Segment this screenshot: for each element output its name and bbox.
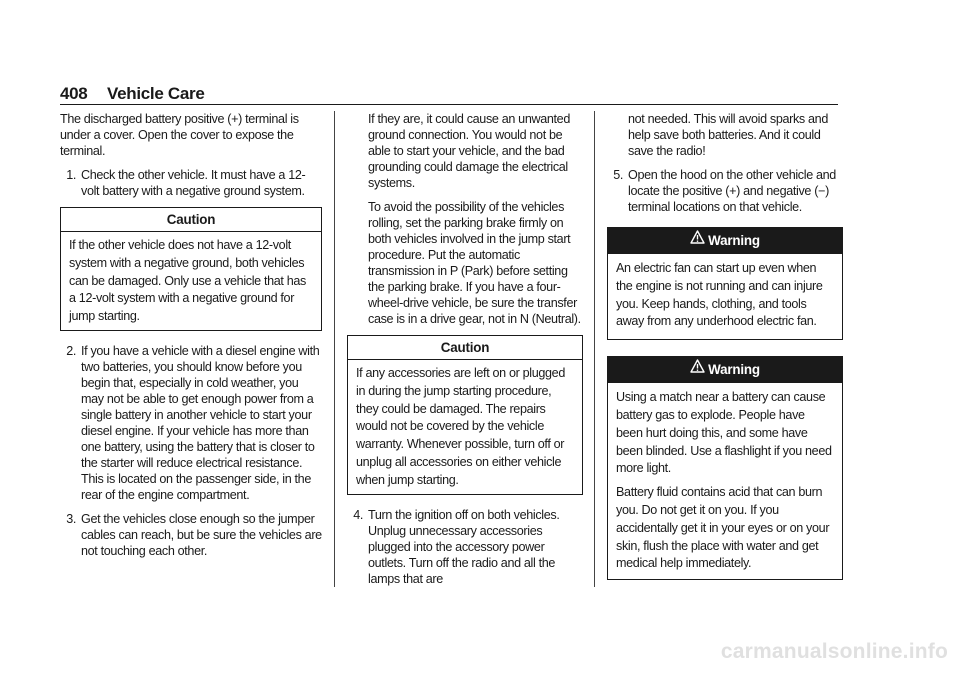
intro-paragraph: The discharged battery positive (+) terminal is under a cover. Open the cover to expose the terminal. [60,112,299,158]
step-4 [347,507,583,587]
step-2 [60,343,322,503]
step-number: 4. [353,507,363,522]
warning-header [608,357,842,383]
step-number: 1. [66,168,76,182]
step-text: Turn the ignition off on both vehicles. Unplug unnecessary accessories plugged into the accessory power outlets. Turn off the radio and all the lamps that are [368,507,560,586]
column-divider [594,111,595,587]
page-number: 408 [60,84,88,103]
warning-header [608,228,842,254]
page-header [60,84,838,105]
caution-box [60,207,322,331]
step-text: Check the other vehicle. It must have a 12-volt battery with a negative ground system. [81,168,306,198]
warning-box [607,227,843,340]
warning-triangle-icon [690,356,705,382]
column-left [60,111,322,567]
step-3-continued: To avoid the possibility of the vehicles rolling, set the parking brake firmly on both vehicles involved in the jump start procedure. Put the automatic transmission in P (Park) before setting the parking brake. If you have a four-wheel-drive vehicle, be sure the transfer case is in a drive gear, not in N (Neutral). [368,200,581,326]
warning-paragraph: Battery fluid contains acid that can burn you. Do not get it on you. If you accidentally get it in your eyes or on your skin, flush the place with water and get medical help immediately. [616,485,830,571]
column-divider [334,111,335,587]
column-right [607,111,843,592]
warning-body [608,383,842,579]
step-5 [607,167,843,215]
section-title: Vehicle Care [107,84,205,103]
watermark: carmanualsonline.info [720,640,948,663]
step-number: 5. [613,168,623,182]
caution-title: Caution [61,208,321,232]
caution-body: If any accessories are left on or plugged in during the jump starting procedure, they could be damaged. The repairs would not be covered by the vehicle warranty. Whenever possible, turn off or unplug all accessories on either vehicle when jump starting. [356,366,565,487]
step-text: If you have a vehicle with a diesel engine with two batteries, you should know before you begin that, especially in cold weather, you may not be able to get enough power from a single battery in another vehicle to start your diesel engine. If your vehicle has more than one battery, using the battery that is closer to the starter will reduce electrical resistance. This is located on the passenger side, in the rear of the engine compartment. [81,343,320,502]
warning-title: Warning [708,233,760,248]
step-4-continued: not needed. This will avoid sparks and help save both batteries. And it could save the radio! [628,112,828,158]
step-number: 2. [66,343,76,358]
warning-triangle-icon [690,227,705,253]
step-3 [60,511,322,559]
caution-box [347,335,583,495]
caution-title: Caution [348,336,582,360]
warning-title: Warning [708,362,760,378]
caution-body: If the other vehicle does not have a 12-volt system with a negative ground, both vehicles can be damaged. Only use a vehicle that has a 12-volt system with a negative ground for jump starting. [69,238,306,324]
warning-body: An electric fan can start up even when the engine is not running and can injure you. Keep hands, clothing, and tools away from any underhood electric fan. [616,261,823,329]
step-text: Open the hood on the other vehicle and locate the positive (+) and negative (−) terminal locations on that vehicle. [628,168,836,214]
warning-paragraph: Using a match near a battery can cause battery gas to explode. People have been hurt doing this, and some have been blinded. Use a flashlight if you need more light. [616,390,832,476]
step-1 [60,167,322,199]
column-middle [347,111,583,595]
step-3-continued: If they are, it could cause an unwanted ground connection. You would not be able to start your vehicle, and the bad grounding could damage the electrical systems. [368,112,570,190]
step-number: 3. [66,511,76,526]
warning-box [607,356,843,580]
step-text: Get the vehicles close enough so the jumper cables can reach, but be sure the vehicles are not touching each other. [81,511,322,558]
